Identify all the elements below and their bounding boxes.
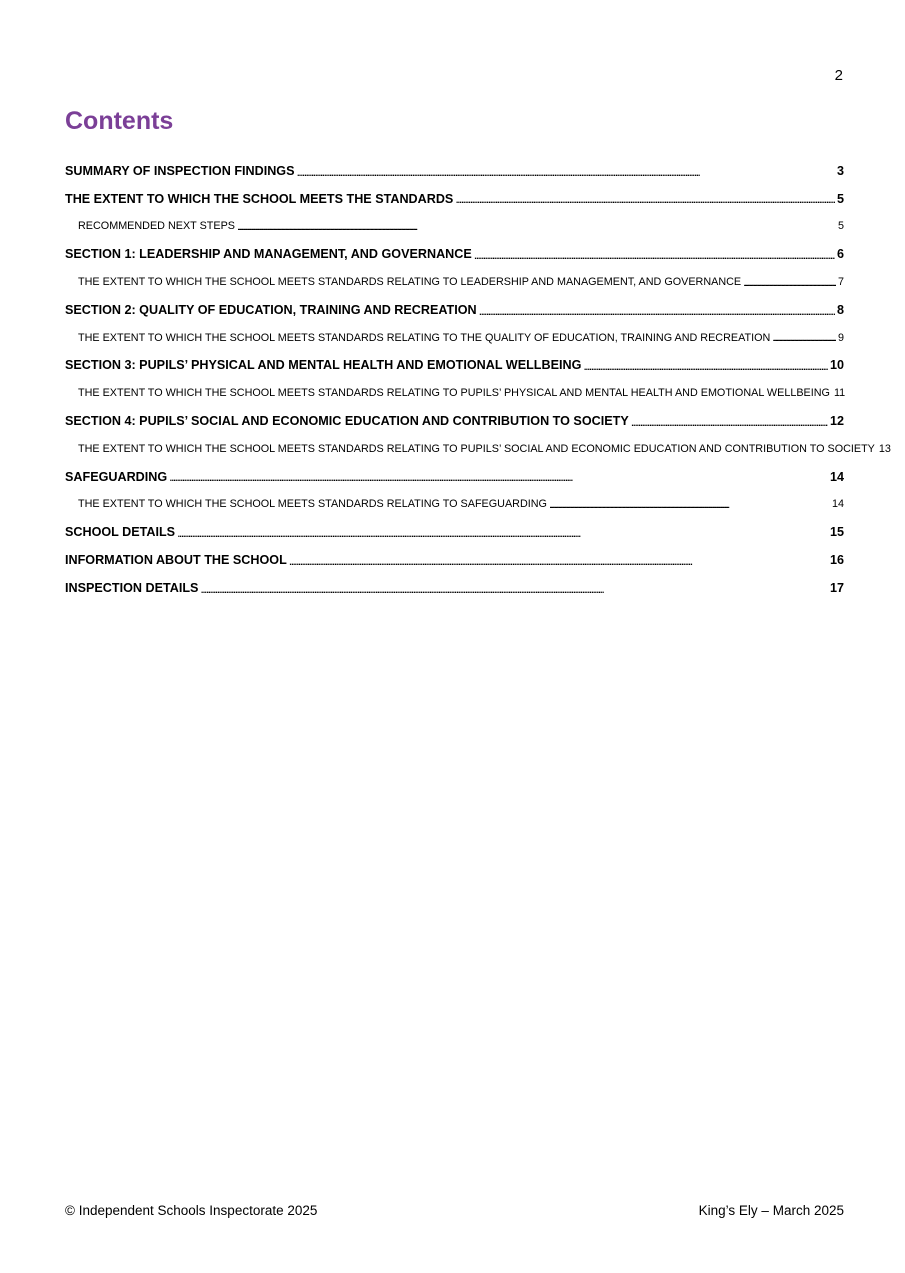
toc-entry-label: THE EXTENT TO WHICH THE SCHOOL MEETS STANDARDS RELATING TO PUPILS’ SOCIAL AND ECONOMIC EDUCATION AND CONTRIBUTION TO SOCIETY	[78, 442, 875, 455]
toc-entry-page-number: 13	[878, 442, 891, 455]
toc-entry-page-number: 10	[829, 358, 844, 373]
toc-entry-page-number: 17	[829, 580, 844, 595]
toc-entry[interactable]	[65, 518, 844, 546]
toc-entry-page-number: 14	[831, 498, 844, 511]
toc-entry-label: THE EXTENT TO WHICH THE SCHOOL MEETS STANDARDS RELATING TO LEADERSHIP AND MANAGEMENT, AND GOVERNANCE	[78, 276, 742, 289]
toc-dot-leader	[583, 360, 828, 373]
toc-entry[interactable]	[65, 324, 844, 352]
toc-entry[interactable]	[65, 157, 844, 185]
toc-entry[interactable]	[65, 379, 844, 407]
toc-entry-label: RECOMMENDED NEXT STEPS	[78, 220, 235, 233]
toc-entry-label: SUMMARY OF INSPECTION FINDINGS	[65, 163, 295, 178]
toc-dot-leader	[237, 222, 836, 233]
toc-entry[interactable]	[65, 463, 844, 491]
toc-dot-leader	[772, 333, 836, 344]
toc-entry-page-number: 6	[836, 247, 844, 262]
toc-entry[interactable]	[65, 240, 844, 268]
footer-copyright: © Independent Schools Inspectorate 2025	[65, 1203, 318, 1218]
toc-entry[interactable]	[65, 268, 844, 296]
toc-dot-leader	[169, 471, 828, 484]
toc-entry-label: INFORMATION ABOUT THE SCHOOL	[65, 553, 287, 568]
toc-dot-leader	[289, 555, 828, 568]
toc-entry[interactable]	[65, 546, 844, 574]
toc-entry-label: SECTION 3: PUPILS’ PHYSICAL AND MENTAL HEALTH AND EMOTIONAL WELLBEING	[65, 358, 582, 373]
toc-dot-leader	[479, 305, 835, 318]
toc-entry-page-number: 3	[836, 163, 844, 178]
toc-entry-label: THE EXTENT TO WHICH THE SCHOOL MEETS STANDARDS RELATING TO THE QUALITY OF EDUCATION, TRAINING AND RECREATION	[78, 331, 771, 344]
toc-entry-page-number: 7	[837, 276, 844, 289]
toc-entry-page-number: 14	[829, 469, 844, 484]
toc-dot-leader	[631, 416, 828, 429]
toc-entry-page-number: 11	[833, 387, 846, 400]
toc-entry-page-number: 15	[829, 525, 844, 540]
toc-entry-label: SAFEGUARDING	[65, 469, 168, 484]
toc-dot-leader	[200, 583, 828, 596]
toc-dot-leader	[177, 527, 828, 540]
toc-dot-leader	[455, 193, 835, 206]
toc-entry-label: INSPECTION DETAILS	[65, 580, 199, 595]
toc-entry-label: SECTION 1: LEADERSHIP AND MANAGEMENT, AND GOVERNANCE	[65, 247, 472, 262]
toc-entry[interactable]	[65, 407, 844, 435]
toc-entry[interactable]	[65, 213, 844, 241]
toc-entry-page-number: 16	[829, 553, 844, 568]
toc-entry-label: SCHOOL DETAILS	[65, 525, 176, 540]
toc-entry-page-number: 5	[837, 220, 844, 233]
toc-entry[interactable]	[65, 185, 844, 213]
table-of-contents	[65, 157, 891, 602]
toc-entry[interactable]	[65, 296, 844, 324]
footer-document-info: King’s Ely – March 2025	[698, 1203, 844, 1218]
toc-entry-page-number: 5	[836, 191, 844, 206]
toc-entry-page-number: 8	[836, 302, 844, 317]
toc-dot-leader	[549, 500, 830, 511]
toc-entry-label: SECTION 4: PUPILS’ SOCIAL AND ECONOMIC EDUCATION AND CONTRIBUTION TO SOCIETY	[65, 414, 629, 429]
toc-dot-leader	[297, 166, 835, 179]
page-title: Contents	[65, 107, 174, 135]
toc-entry-label: THE EXTENT TO WHICH THE SCHOOL MEETS THE STANDARDS	[65, 191, 454, 206]
toc-entry-page-number: 12	[829, 414, 844, 429]
toc-entry-label: THE EXTENT TO WHICH THE SCHOOL MEETS STANDARDS RELATING TO PUPILS’ PHYSICAL AND MENTAL HEALTH AND EMOTIONAL WELLBEING	[78, 387, 830, 400]
toc-entry[interactable]	[65, 352, 844, 380]
toc-entry-page-number: 9	[837, 331, 844, 344]
toc-dot-leader	[474, 249, 835, 262]
toc-entry[interactable]	[65, 435, 891, 463]
toc-entry[interactable]	[65, 491, 844, 519]
page-number: 2	[834, 67, 843, 84]
toc-entry-label: THE EXTENT TO WHICH THE SCHOOL MEETS STANDARDS RELATING TO SAFEGUARDING	[78, 498, 547, 511]
toc-entry[interactable]	[65, 574, 844, 602]
toc-entry-label: SECTION 2: QUALITY OF EDUCATION, TRAINING AND RECREATION	[65, 302, 477, 317]
toc-dot-leader	[743, 278, 836, 289]
